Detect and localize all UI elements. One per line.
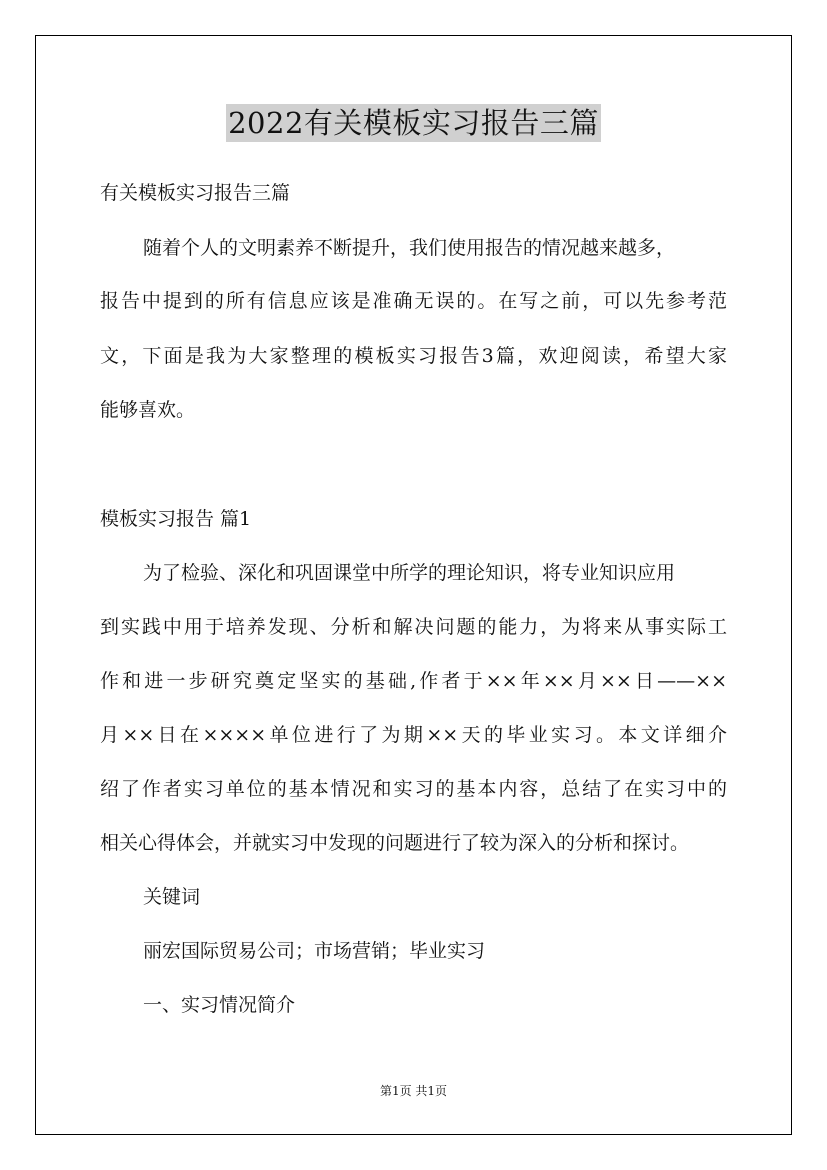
keywords-label: 关键词 xyxy=(143,886,201,908)
body-line-3: 作和进一步研究奠定坚实的基础,作者于××年××月××日——×× xyxy=(100,670,727,692)
intro-line-2: 报告中提到的所有信息应该是准确无误的。在写之前，可以先参考范 xyxy=(100,290,727,312)
document-title: 2022有关模板实习报告三篇 xyxy=(228,106,599,140)
body-line-6: 相关心得体会，并就实习中发现的问题进行了较为深入的分析和探讨。 xyxy=(100,832,690,854)
intro-line-4: 能够喜欢。 xyxy=(100,399,196,421)
section-heading: 模板实习报告 篇1 xyxy=(100,508,252,530)
body-line-1: 为了检验、深化和巩固课堂中所学的理论知识，将专业知识应用 xyxy=(143,562,676,584)
body-line-2: 到实践中用于培养发现、分析和解决问题的能力，为将来从事实际工 xyxy=(100,616,727,638)
subtitle: 有关模板实习报告三篇 xyxy=(100,182,291,204)
title-container xyxy=(0,104,827,142)
body-line-4: 月××日在××××单位进行了为期××天的毕业实习。本文详细介 xyxy=(100,724,727,746)
intro-line-1: 随着个人的文明素养不断提升，我们使用报告的情况越来越多， xyxy=(143,237,676,259)
body-line-5: 绍了作者实习单位的基本情况和实习的基本内容，总结了在实习中的 xyxy=(100,778,727,800)
page-footer: 第1页 共1页 xyxy=(379,1084,448,1098)
keywords-text: 丽宏国际贸易公司；市场营销；毕业实习 xyxy=(143,940,486,962)
intro-line-3: 文，下面是我为大家整理的模板实习报告3篇，欢迎阅读，希望大家 xyxy=(100,345,727,367)
subsection-heading: 一、实习情况简介 xyxy=(143,994,296,1016)
